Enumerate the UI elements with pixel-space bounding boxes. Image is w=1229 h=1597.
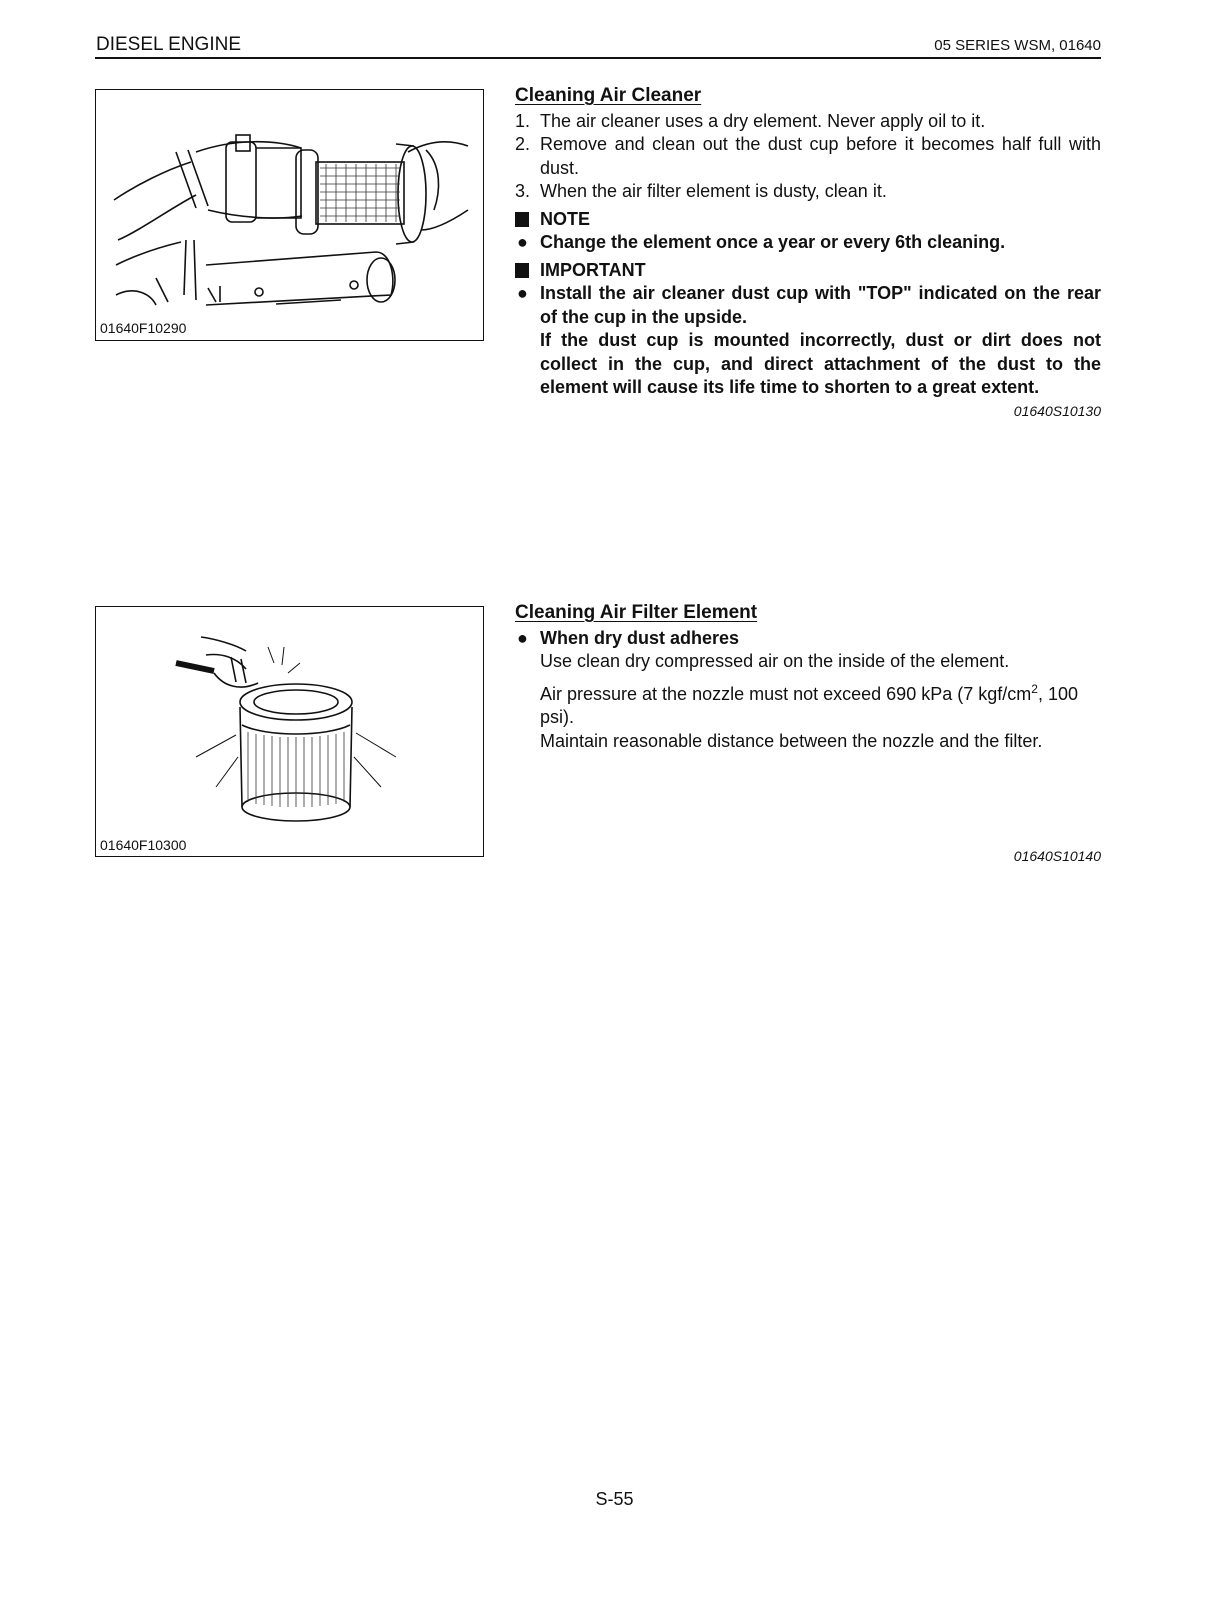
header-rule — [95, 57, 1101, 59]
pressure-text: Air pressure at the nozzle must not exceed 690 kPa (7 kgf/cm — [540, 683, 1032, 704]
important-heading — [515, 259, 1101, 283]
list-item — [515, 110, 1101, 134]
bullet-text: When dry dust adheres — [540, 627, 740, 648]
list-item — [515, 133, 1101, 180]
header-series: 05 SERIES WSM, 01640 — [934, 37, 1101, 54]
bullet-icon: ● — [517, 232, 528, 252]
section-code: 01640S10140 — [1013, 848, 1101, 864]
section-cleaning-air-filter-element — [515, 601, 1101, 869]
figure-code: 01640F10290 — [100, 320, 187, 336]
page-number: S-55 — [595, 1489, 634, 1509]
instruction-line: Use clean dry compressed air on the inside of the element. — [540, 651, 1010, 671]
pressure-superscript: 2 — [1031, 681, 1038, 696]
note-heading — [515, 208, 1101, 232]
important-item — [515, 282, 1101, 329]
square-bullet-icon — [515, 263, 529, 278]
note-heading-text: NOTE — [540, 208, 591, 229]
step-number: 2. — [515, 134, 531, 154]
section-title: Cleaning Air Cleaner — [515, 85, 702, 106]
note-item — [515, 231, 1101, 255]
important-heading-text: IMPORTANT — [540, 259, 646, 280]
step-text: The air cleaner uses a dry element. Never apply oil to it. — [540, 110, 986, 131]
figure-air-filter-element — [95, 606, 484, 857]
important-text: Install the air cleaner dust cup with "TOP" indicated on the rear of the cup in the upside. — [540, 283, 1101, 327]
figure-air-cleaner — [95, 89, 484, 341]
step-number: 3. — [515, 181, 531, 201]
note-text: Change the element once a year or every 6th cleaning. — [540, 232, 1006, 252]
step-text: When the air filter element is dusty, clean it. — [540, 181, 887, 201]
section-title: Cleaning Air Filter Element — [515, 602, 758, 623]
pressure-text-end: , 100 psi). — [540, 683, 1078, 727]
square-bullet-icon — [515, 212, 529, 227]
instruction-line: Maintain reasonable distance between the nozzle and the filter. — [540, 730, 1043, 751]
figure-code: 01640F10300 — [100, 837, 187, 853]
air-cleaner-illustration — [96, 90, 485, 342]
step-number: 1. — [515, 110, 531, 131]
section-cleaning-air-cleaner — [515, 84, 1101, 423]
important-detail: If the dust cup is mounted incorrectly, dust or dirt does not collect in the cup, and direct attachment of the dust to the element will cause its life time to shorten to a great extent. — [540, 330, 1101, 397]
pressure-line — [515, 678, 1101, 730]
section-code: 01640S10130 — [1013, 402, 1101, 419]
list-item — [515, 180, 1101, 204]
bullet-item — [515, 627, 1101, 651]
header-title: DIESEL ENGINE — [96, 34, 242, 55]
step-text: Remove and clean out the dust cup before it becomes half full with dust. — [540, 134, 1101, 178]
air-filter-element-illustration — [96, 607, 485, 858]
bullet-icon: ● — [517, 283, 528, 303]
bullet-icon: ● — [517, 627, 528, 648]
